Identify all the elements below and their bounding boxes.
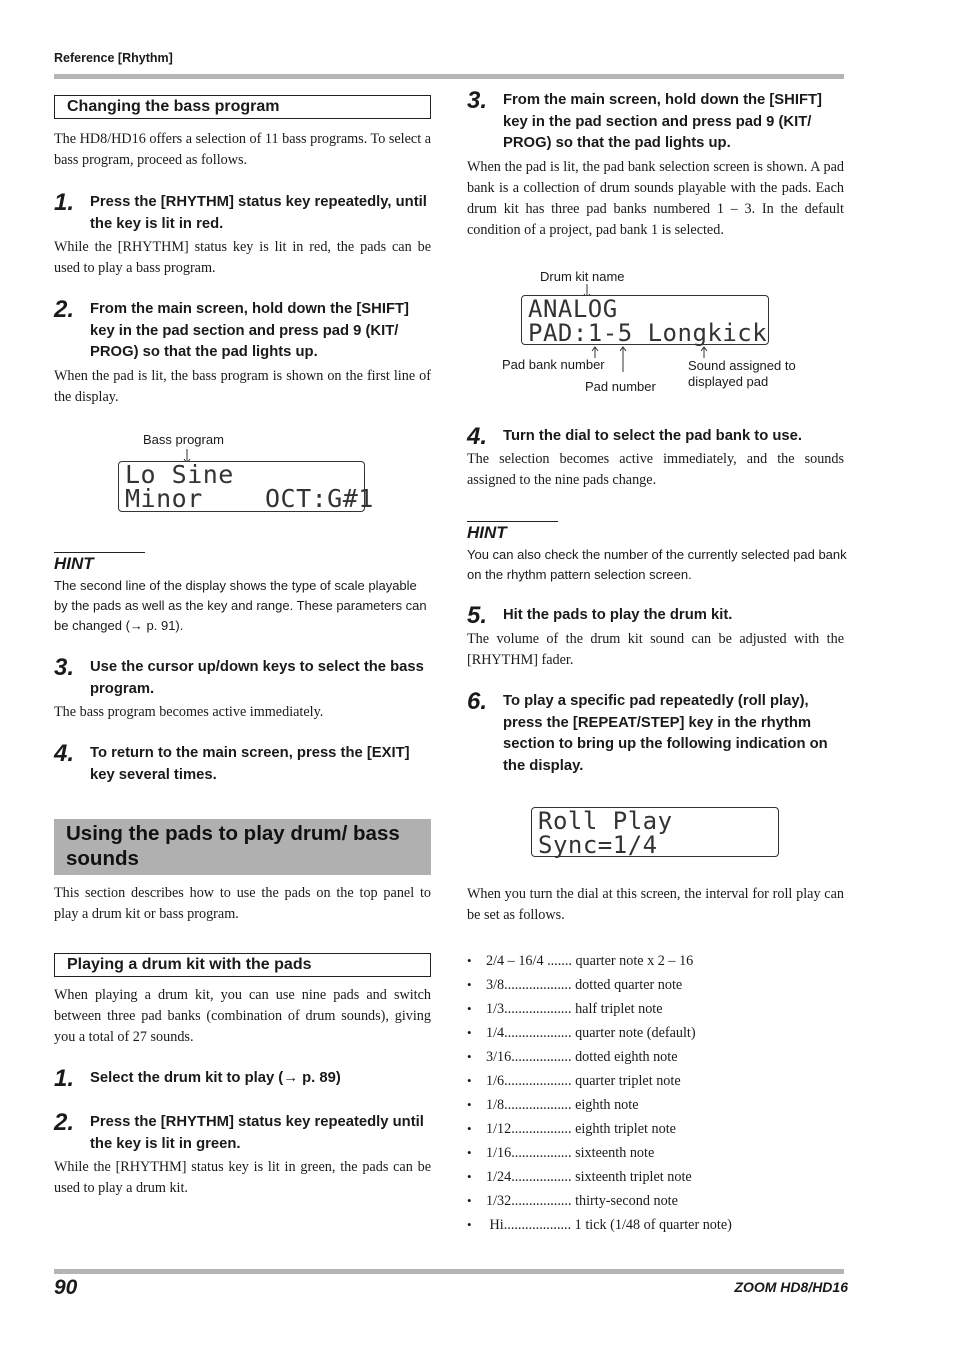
list-item: • 1/32................. thirty-second note <box>467 1193 678 1209</box>
step-number: 4. <box>54 740 75 767</box>
right-step-6-body: When you turn the dial at this screen, the interval for roll play can be set as follows. <box>467 886 844 923</box>
lcd-line-2: Minor OCT:G#1 <box>125 484 374 513</box>
hint-text-left: The second line of the display shows the type of scale playable by the pads as well as the key and range. These parameters can be changed (→ p. 91). <box>54 578 427 633</box>
list-item: • 1/8................... eighth note <box>467 1097 639 1113</box>
page-number: 90 <box>54 1276 78 1299</box>
sound-assigned-label: Sound assigned to displayed pad <box>688 358 796 389</box>
list-item: • 1/16................. sixteenth note <box>467 1145 655 1161</box>
step-number: 2. <box>54 1109 75 1136</box>
list-item: • 3/8................... dotted quarter note <box>467 977 683 993</box>
lcd-line-1: ANALOG <box>528 295 618 323</box>
drum-step-2-body: While the [RHYTHM] status key is lit in green, the pads can be used to play a drum kit. <box>54 1159 431 1196</box>
bottom-divider <box>54 1269 844 1274</box>
bass-step-2-body: When the pad is lit, the bass program is shown on the first line of the display. <box>54 368 431 405</box>
section-intro: This section describes how to use the pads on the top panel to play a drum kit or bass program. <box>54 885 431 922</box>
step-instruction: From the main screen, hold down the [SHIFT] key in the pad section and press pad 9 (KIT/ PROG) so that the pad lights up. <box>503 92 822 151</box>
step-number: 4. <box>467 423 488 450</box>
step-instruction: Use the cursor up/down keys to select the bass program. <box>90 659 424 697</box>
list-item: • 1/12................. eighth triplet note <box>467 1121 676 1137</box>
step-instruction: Press the [RHYTHM] status key repeatedly until the key is lit in green. <box>90 1114 424 1152</box>
bass-step-3-body: The bass program becomes active immediately. <box>54 704 324 720</box>
drum-step-2 <box>54 1109 434 1155</box>
step-instruction: From the main screen, hold down the [SHIFT] key in the pad section and press pad 9 (KIT/ PROG) so that the pad lights up. <box>90 301 409 360</box>
lcd-line-1: Roll Play <box>538 807 673 835</box>
step-number: 1. <box>54 1065 75 1092</box>
list-item: • 1/3................... half triplet note <box>467 1001 663 1017</box>
right-step-5-body: The volume of the drum kit sound can be adjusted with the [RHYTHM] fader. <box>467 631 844 668</box>
list-item: • 1/4................... quarter note (default) <box>467 1025 696 1041</box>
bass-step-1-body: While the [RHYTHM] status key is lit in red, the pads can be used to play a bass program. <box>54 239 431 276</box>
running-header: Reference [Rhythm] <box>54 51 173 65</box>
bass-step-4 <box>54 740 434 786</box>
bass-lcd-display <box>118 460 374 513</box>
bass-box-heading: Changing the bass program <box>54 95 431 119</box>
bass-intro: The HD8/HD16 offers a selection of 11 bass programs. To select a bass program, proceed as follows. <box>54 131 431 168</box>
lcd-line-2: Sync=1/4 <box>538 831 658 859</box>
step-instruction: To return to the main screen, press the [EXIT] key several times. <box>90 745 410 783</box>
step-instruction: To play a specific pad repeatedly (roll play), press the [REPEAT/STEP] key in the rhythm section to bring up the following indication on the display. <box>503 693 828 774</box>
step-number: 6. <box>467 688 488 715</box>
list-item: • 3/16................. dotted eighth note <box>467 1049 678 1065</box>
drum-box-heading: Playing a drum kit with the pads <box>54 953 431 977</box>
pad-number-label: Pad number <box>585 379 656 394</box>
bass-program-label: Bass program <box>143 432 224 447</box>
step-instruction: Turn the dial to select the pad bank to use. <box>503 428 802 444</box>
step-number: 1. <box>54 189 75 216</box>
drum-lcd-display <box>521 295 769 345</box>
hint-text-right: You can also check the number of the currently selected pad bank on the rhythm pattern selection screen. <box>467 547 847 582</box>
lcd-line-2: PAD:1-5 Longkick <box>528 319 768 347</box>
drum-step-1 <box>54 1065 434 1092</box>
right-step-3-body: When the pad is lit, the pad bank selection screen is shown. A pad bank is a collection of drum sounds playable with the pads. Each drum kit has three pad banks numbered 1 – 3. In the default condition of a project, pad bank 1 is selected. <box>467 159 844 238</box>
list-item: • 1/6................... quarter triplet note <box>467 1073 681 1089</box>
right-step-5 <box>467 602 847 629</box>
bass-step-1 <box>54 189 434 235</box>
list-item: • Hi................... 1 tick (1/48 of quarter note) <box>467 1217 732 1233</box>
right-step-4-body: The selection becomes active immediately, and the sounds assigned to the nine pads change. <box>467 451 844 488</box>
hint-heading-right: HINT <box>467 521 558 544</box>
drum-kit-name-label: Drum kit name <box>540 269 625 284</box>
lcd-line-1: Lo Sine <box>125 460 234 489</box>
section-heading: Using the pads to play drum/ bass sounds <box>54 819 431 875</box>
step-instruction: Select the drum kit to play (→ p. 89) <box>90 1070 341 1086</box>
bass-step-3 <box>54 654 434 700</box>
bass-step-2 <box>54 296 434 364</box>
step-instruction: Press the [RHYTHM] status key repeatedly, until the key is lit in red. <box>90 194 427 232</box>
list-item: • 1/24................. sixteenth triplet note <box>467 1169 692 1185</box>
footer-brand: ZOOM HD8/HD16 <box>734 1279 848 1295</box>
step-instruction: Hit the pads to play the drum kit. <box>503 607 733 623</box>
step-number: 3. <box>54 654 75 681</box>
right-step-4 <box>467 423 847 450</box>
drum-intro: When playing a drum kit, you can use nine pads and switch between three pad banks (combination of drum sounds), giving you a total of 27 sounds. <box>54 987 431 1045</box>
hint-heading-left: HINT <box>54 552 145 575</box>
right-step-3 <box>467 87 847 155</box>
step-number: 5. <box>467 602 488 629</box>
roll-interval-list <box>467 949 732 1237</box>
right-step-6 <box>467 688 847 777</box>
list-item: • 2/4 – 16/4 ....... quarter note x 2 – 16 <box>467 953 694 969</box>
step-number: 2. <box>54 296 75 323</box>
step-number: 3. <box>467 87 488 114</box>
roll-play-lcd-display <box>531 807 779 857</box>
pad-bank-number-label: Pad bank number <box>502 357 605 372</box>
top-divider <box>54 74 844 79</box>
